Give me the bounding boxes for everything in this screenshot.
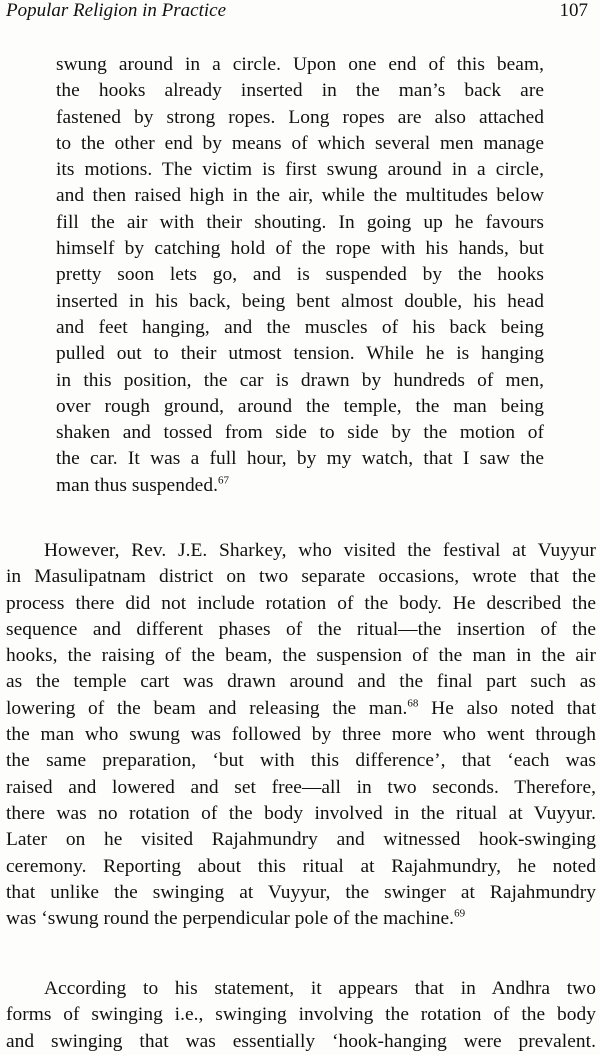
text-line: inserted in his back, being bent almost double, his head bbox=[56, 290, 544, 312]
text-line: pretty soon lets go, and is suspended by the hooks bbox=[56, 264, 544, 286]
text-line: that unlike the swinging at Vuyyur, the swinger at Rajahmundry bbox=[6, 881, 596, 903]
text-line: According to his statement, it appears that in Andhra two bbox=[44, 978, 596, 999]
footnote-marker: 69 bbox=[454, 907, 466, 920]
paragraph-andhra bbox=[6, 976, 596, 1055]
text-line: over rough ground, around the temple, the man being bbox=[56, 395, 544, 417]
text-line: in Masulipatnam district on two separate occasions, wrote that the bbox=[6, 566, 596, 588]
text-line: himself by catching hold of the rope with his hands, but bbox=[56, 238, 544, 260]
text-line: shaken and tossed from side to side by the motion of bbox=[56, 422, 544, 444]
text-line-content: was ‘swung round the perpendicular pole of the machine. bbox=[6, 908, 455, 930]
text-line: the hooks already inserted in the man’s back are bbox=[56, 80, 544, 102]
text-line: raised and lowered and set free—all in two seconds. Therefore, bbox=[6, 776, 596, 798]
text-line: in this position, the car is drawn by hundreds of men, bbox=[56, 369, 544, 391]
text-line: swung around in a circle. Upon one end of this beam, bbox=[56, 54, 544, 75]
text-line: as the temple cart was drawn around and the final part such as bbox=[6, 671, 596, 693]
text-line: process there did not include rotation of the body. He described the bbox=[6, 592, 596, 614]
text-line: and swinging that was essentially ‘hook-hanging were prevalent. bbox=[6, 1030, 596, 1052]
text-line-content: lowering of the beam and releasing the man. bbox=[6, 697, 408, 719]
text-line bbox=[56, 473, 544, 499]
text-line: ceremony. Reporting about this ritual at Rajahmundry, he noted bbox=[6, 855, 596, 877]
text-line: the car. It was a full hour, by my watch, that I saw the bbox=[56, 448, 544, 470]
running-head bbox=[6, 0, 588, 26]
text-line: Later on he visited Rajahmundry and witnessed hook-swinging bbox=[6, 829, 596, 851]
text-line-content: He also noted that bbox=[418, 697, 597, 719]
text-line: there was no rotation of the body involved in the ritual at Vuyyur. bbox=[6, 802, 596, 824]
paragraph-sharkey bbox=[6, 538, 596, 932]
text-line: and feet hanging, and the muscles of his back being bbox=[56, 316, 544, 338]
text-line-content: man thus suspended. bbox=[56, 474, 218, 496]
text-line: to the other end by means of which several men manage bbox=[56, 132, 544, 154]
block-quote bbox=[56, 52, 544, 499]
text-line: its motions. The victim is first swung around in a circle, bbox=[56, 159, 544, 181]
text-line: forms of swinging i.e., swinging involving the rotation of the body bbox=[6, 1004, 596, 1026]
running-title: Popular Religion in Practice bbox=[6, 0, 227, 21]
text-line bbox=[6, 906, 596, 932]
text-line: fastened by strong ropes. Long ropes are also attached bbox=[56, 106, 544, 128]
text-line: However, Rev. J.E. Sharkey, who visited the festival at Vuyyur bbox=[44, 540, 596, 561]
text-line: pulled out to their utmost tension. While he is hanging bbox=[56, 343, 544, 365]
footnote-marker: 68 bbox=[407, 697, 419, 710]
text-line: hooks, the raising of the beam, the suspension of the man in the air bbox=[6, 645, 596, 667]
text-line: sequence and different phases of the ritual—the insertion of the bbox=[6, 618, 596, 640]
text-line bbox=[6, 696, 596, 722]
text-line: and then raised high in the air, while the multitudes below bbox=[56, 185, 544, 207]
text-line: the man who swung was followed by three more who went through bbox=[6, 724, 596, 746]
page-number: 107 bbox=[559, 0, 588, 21]
footnote-marker: 67 bbox=[217, 474, 230, 487]
text-line: fill the air with their shouting. In going up he favours bbox=[56, 211, 544, 233]
text-line: the same preparation, ‘but with this difference’, that ‘each was bbox=[6, 750, 596, 772]
